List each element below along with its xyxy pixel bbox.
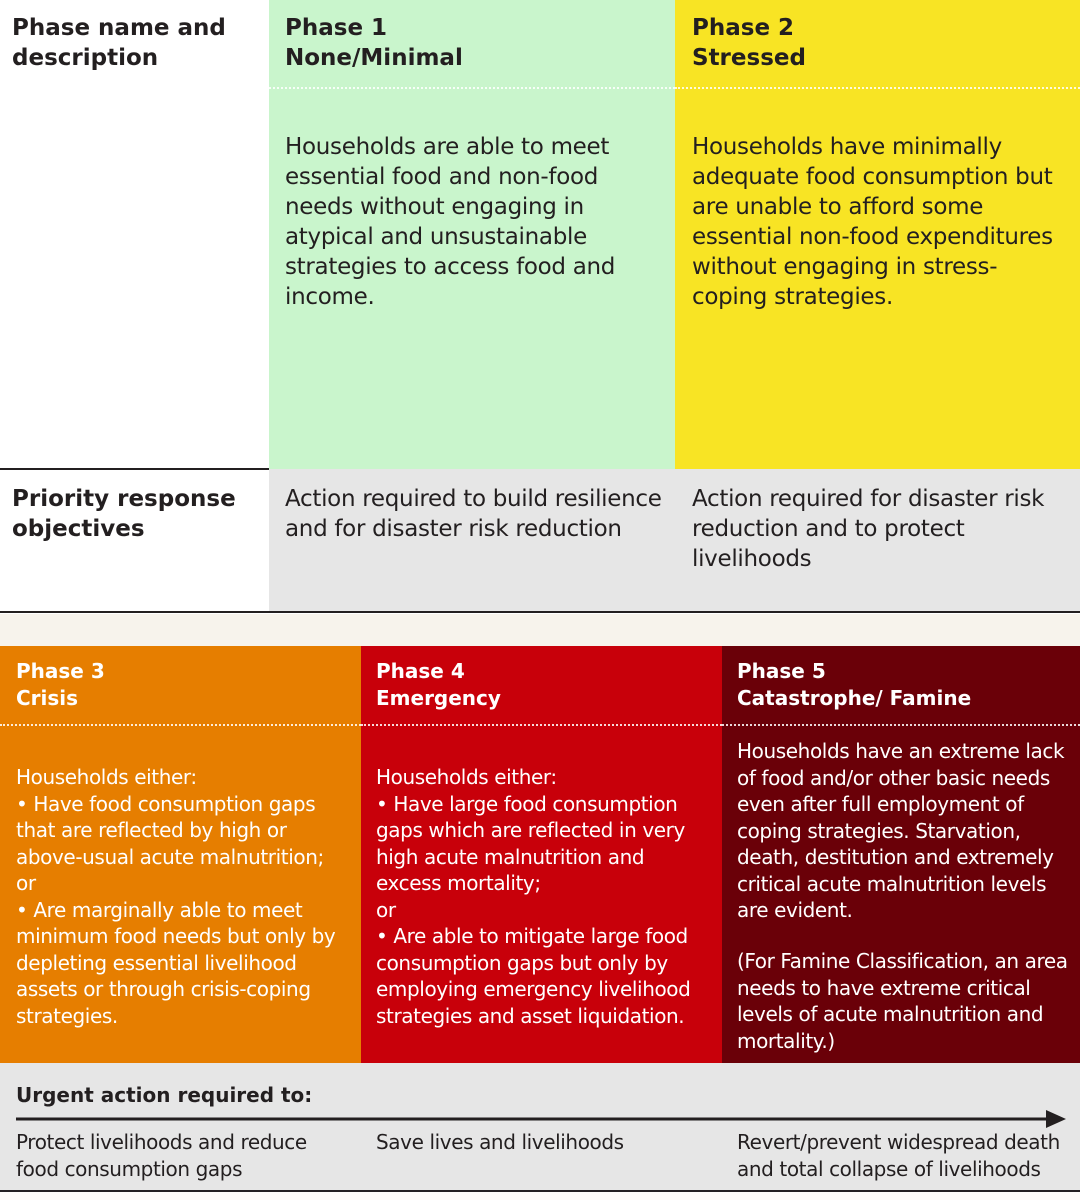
phase5-note: (For Famine Classification, an area needs to have extreme critical levels of acute malnutrition and mortality.) bbox=[737, 949, 1068, 1053]
phase3-divider bbox=[0, 724, 361, 726]
phase3-description bbox=[16, 764, 351, 1029]
phase4-bullet2: • Are able to mitigate large food consumption gaps but only by employing emergency livelihood strategies and asset liquidation. bbox=[376, 924, 691, 1028]
action-phase3: Protect livelihoods and reduce food consumption gaps bbox=[16, 1130, 307, 1181]
phase3-bullet2: • Are marginally able to meet minimum food needs but only by depleting essential livelihood assets or through crisis-coping strategies. bbox=[16, 897, 336, 1028]
row-divider bbox=[0, 468, 269, 470]
table-bottom-rule bbox=[0, 611, 1080, 613]
phase1-divider bbox=[269, 87, 675, 89]
phase3-name: Crisis bbox=[16, 686, 79, 710]
phase4-or: or bbox=[376, 897, 396, 922]
priority-row bbox=[269, 469, 1080, 612]
phase3-cell bbox=[0, 646, 361, 1063]
phase-name-header: Phase name and description bbox=[12, 15, 226, 71]
phase3-intro: Households either: bbox=[16, 765, 197, 789]
phase2-title: Phase 2 bbox=[692, 15, 795, 41]
bottom-rule bbox=[0, 1190, 1080, 1192]
phase4-intro: Households either: bbox=[376, 765, 557, 789]
phase4-divider bbox=[361, 724, 722, 726]
phase3-title: Phase 3 bbox=[16, 659, 105, 683]
phase1-description: Households are able to meet essential food and non-food needs without engaging in atypical and unsustainable strategies to access food and income. bbox=[285, 134, 616, 310]
urgent-action-label: Urgent action required to: bbox=[16, 1083, 313, 1107]
phase4-description bbox=[376, 764, 711, 1029]
phase5-description: Households have an extreme lack of food and/or other basic needs even after full employment of coping strategies. Starvation, death, destitution and extremely critical acute malnutrition levels are evident. bbox=[737, 739, 1065, 922]
phase1-name: None/Minimal bbox=[285, 45, 463, 71]
phase4-bullet1: • Have large food consumption gaps which are reflected in very high acute malnutrition and excess mortality; bbox=[376, 791, 685, 895]
action-phase4: Save lives and livelihoods bbox=[376, 1130, 624, 1154]
urgent-action-row bbox=[0, 1063, 1080, 1191]
priority-label: Priority response objectives bbox=[12, 486, 236, 542]
phase2-name: Stressed bbox=[692, 45, 806, 71]
phase4-cell bbox=[361, 646, 722, 1063]
phase5-title: Phase 5 bbox=[737, 659, 826, 683]
phase5-cell bbox=[722, 646, 1080, 1063]
phase2-divider bbox=[675, 87, 1080, 89]
phase5-name: Catastrophe/ Famine bbox=[737, 686, 972, 710]
progression-arrow-icon bbox=[0, 1109, 1080, 1129]
phase2-priority: Action required for disaster risk reduction and to protect livelihoods bbox=[692, 486, 1045, 572]
phase3-or: or bbox=[16, 871, 36, 895]
phase1-title: Phase 1 bbox=[285, 15, 388, 41]
phase3-bullet1: • Have food consumption gaps that are reflected by high or above-usual acute malnutrition; bbox=[16, 791, 324, 869]
phase4-name: Emergency bbox=[376, 686, 501, 710]
phase4-title: Phase 4 bbox=[376, 659, 465, 683]
phase1-cell bbox=[269, 0, 675, 469]
phase5-divider bbox=[722, 724, 1080, 726]
phase2-description: Households have minimally adequate food consumption but are unable to afford some essential non-food expenditures without engaging in stress-coping strategies. bbox=[692, 134, 1053, 310]
table-gap bbox=[0, 614, 1080, 646]
action-phase5: Revert/prevent widespread death and total collapse of livelihoods bbox=[737, 1130, 1060, 1181]
phase2-cell bbox=[675, 0, 1080, 469]
phase1-priority: Action required to build resilience and for disaster risk reduction bbox=[285, 486, 662, 542]
